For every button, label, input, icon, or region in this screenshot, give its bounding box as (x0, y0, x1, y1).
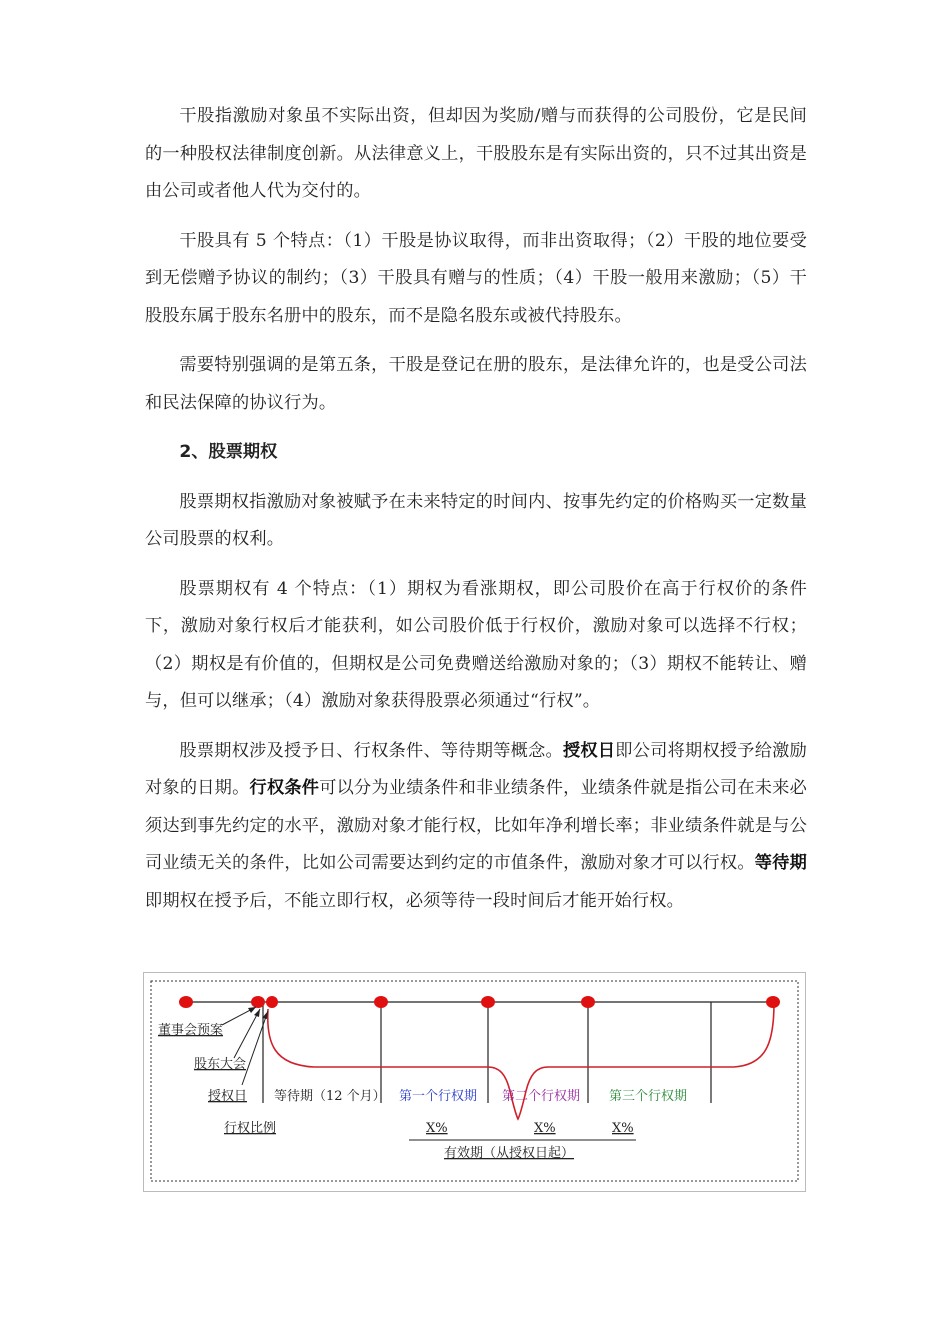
label-second-exercise-period: 第二个行权期 (502, 1089, 581, 1104)
marker-shareholders-meeting (251, 996, 265, 1008)
paragraph-stock-option-features: 股票期权有 4 个特点：（1）期权为看涨期权，即公司股价在高于行权价的条件下，激励对象行权后才能获利，如公司股价低于行权价，激励对象可以选择不行权；（2）期权是有价值的，但期权是公司免费赠送给激励对象的；（3）期权不能转让、赠与，但可以继承；（4）激励对象获得股票必须通过“行权”。 (145, 578, 807, 711)
timeline-svg (144, 973, 805, 1191)
label-shareholders-meeting: 股东大会 (194, 1057, 247, 1072)
paragraph-stock-option-concepts (145, 733, 807, 921)
arrow-shareholders-head (254, 1009, 260, 1017)
label-ratio-1: X% (426, 1121, 448, 1136)
marker-board-proposal (179, 996, 193, 1008)
grant-date-explanation: 即公司将期权授予给激励对象的日期。 (145, 740, 807, 798)
marker-waiting-end (374, 996, 388, 1008)
label-first-exercise-period: 第一个行权期 (399, 1089, 478, 1104)
paragraph-dry-shares-features: 干股具有 5 个特点：（1）干股是协议取得，而非出资取得；（2）干股的地位要受到无偿赠予协议的制约；（3）干股具有赠与的性质；（4）干股一般用来激励；（5）干股股东属于股东名册中的股东，而不是隐名股东或被代持股东。 (145, 230, 807, 326)
waiting-period-explanation: 即期权在授予后，不能立即行权，必须等待一段时间后才能开始行权。 (145, 890, 685, 911)
marker-period1-end (481, 996, 495, 1008)
label-third-exercise-period: 第三个行权期 (609, 1089, 688, 1104)
paragraph-dry-shares-definition: 干股指激励对象虽不实际出资，但却因为奖励/赠与而获得的公司股份，它是民间的一种股权法律制度创新。从法律意义上，干股股东是有实际出资的，只不过其出资是由公司或者他人代为交付的。 (145, 106, 807, 201)
section-heading-stock-options: 2、股票期权 (179, 442, 278, 462)
document-body (145, 98, 807, 932)
label-waiting-period: 等待期（12 个月） (274, 1089, 386, 1104)
arrow-grant (242, 1011, 268, 1085)
exercise-conditions-explanation: 可以分为业绩条件和非业绩条件，业绩条件就是指公司在未来必须达到事先约定的水平，激励对象才能行权，比如年净利增长率；非业绩条件就是与公司业绩无关的条件，比如公司需要达到约定的市值条件，激励对象才可以行权。 (145, 778, 807, 873)
concepts-intro: 股票期权涉及授予日、行权条件、等待期等概念。 (179, 740, 563, 761)
marker-expiry (766, 996, 780, 1008)
stock-option-timeline-diagram (143, 972, 806, 1192)
label-ratio-3: X% (612, 1121, 634, 1136)
label-ratio-2: X% (534, 1121, 556, 1136)
label-validity-period: 有效期（从授权日起） (444, 1146, 575, 1161)
marker-period2-end (581, 996, 595, 1008)
arrow-board-head (248, 1007, 256, 1013)
paragraph-fifth-feature-emphasis: 需要特别强调的是第五条，干股是登记在册的股东，是法律允许的，也是受公司法和民法保障的协议行为。 (145, 355, 807, 413)
term-waiting-period: 等待期 (754, 853, 807, 873)
paragraph-stock-option-definition: 股票期权指激励对象被赋予在未来特定的时间内、按事先约定的价格购买一定数量公司股票的权利。 (145, 491, 807, 549)
term-exercise-conditions: 行权条件 (249, 778, 320, 798)
label-board-proposal: 董事会预案 (158, 1023, 224, 1038)
term-grant-date: 授权日 (562, 740, 616, 761)
marker-grant-date (266, 996, 278, 1008)
label-exercise-ratio: 行权比例 (224, 1121, 277, 1136)
label-grant-date: 授权日 (208, 1089, 248, 1104)
